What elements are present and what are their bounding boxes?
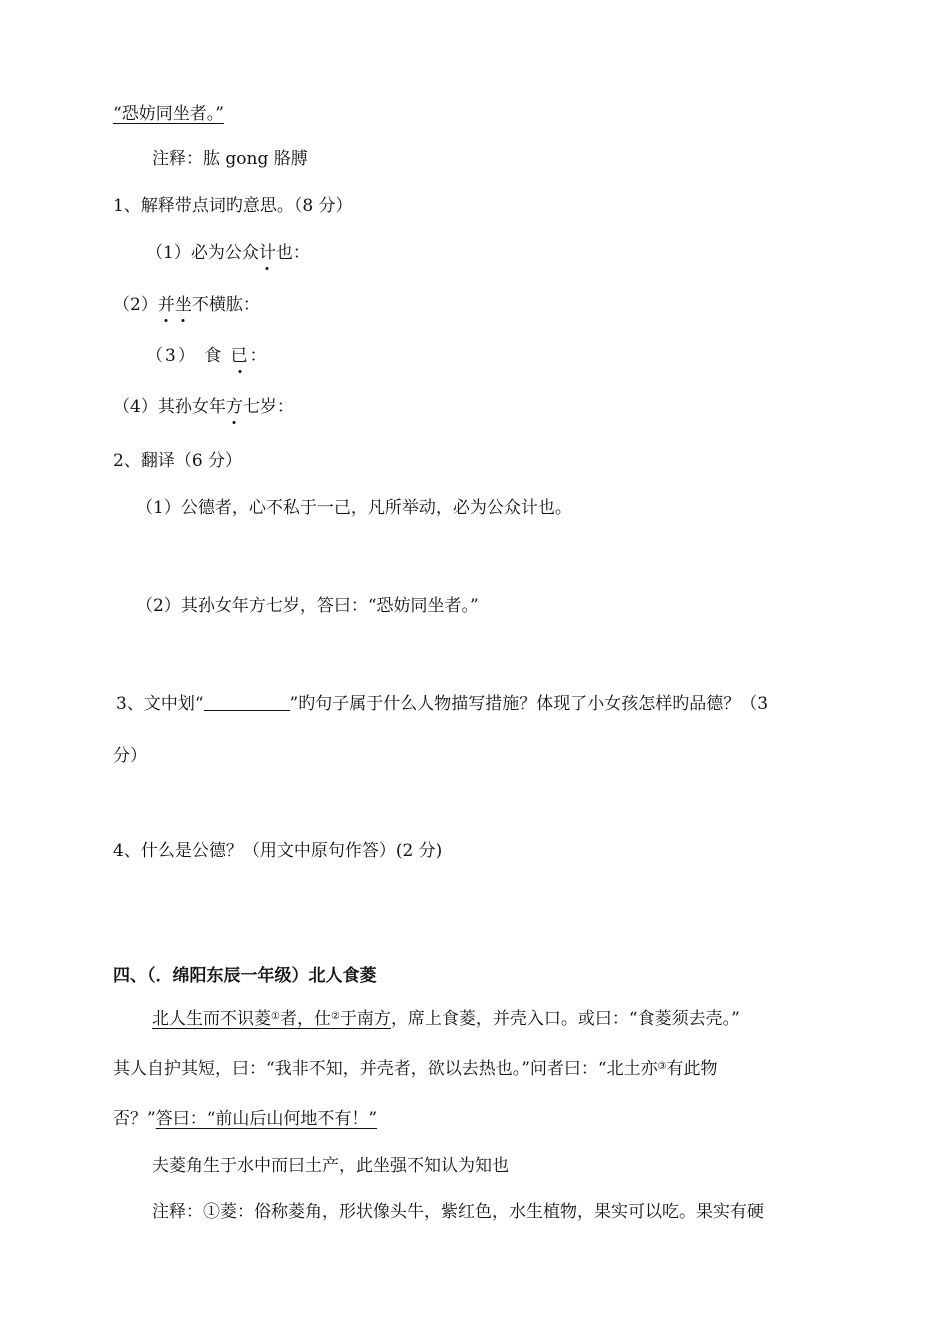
question-3-tail: 分）: [113, 746, 147, 766]
item-4-prefix: （4）其孙女年: [113, 397, 226, 417]
footnote-marker-3: ③: [657, 1061, 667, 1072]
question-1-item-1: [146, 242, 310, 264]
item-4-suffix: 七岁：: [242, 397, 294, 417]
passage-line-2: [113, 1058, 718, 1080]
note-line: 注释：肱 gong 胳膊: [152, 149, 308, 169]
question-3-prefix: 3、文中划“: [116, 694, 204, 714]
item-1-prefix: （1）必为公众: [146, 243, 259, 263]
item-2-dotted-word-2: 坐: [174, 295, 192, 315]
section-4-heading: 四、（．绵阳东辰一年级）北人食菱: [113, 966, 377, 986]
question-4: 4、什么是公德？（用文中原句作答）(2 分): [113, 841, 443, 861]
item-3-dotted-word: 已: [230, 346, 250, 366]
passage-underlined-a-text: 北人生而不识菱: [152, 1009, 271, 1029]
item-1-dotted-word: 计: [258, 243, 276, 263]
question-2-sentence-2: （2）其孙女年方七岁，答曰：“恐妨同坐者。”: [136, 596, 479, 616]
passage-line-4: 夫菱角生于水中而曰土产，此坐强不知认为知也: [152, 1156, 509, 1176]
footnote-marker-1: ①: [271, 1011, 280, 1022]
passage-line-3: [113, 1108, 377, 1130]
item-2-dotted-word-1: 并: [157, 295, 175, 315]
question-1-item-3: [146, 345, 269, 367]
question-3: [116, 693, 768, 715]
annotation-line: 注释：①菱：俗称菱角，形状像头牛，紫红色，水生植物，果实可以吃。果实有硬: [152, 1202, 764, 1222]
question-2-title: 2、翻译（6 分）: [113, 451, 243, 471]
item-3-suffix: ：: [249, 346, 269, 366]
passage-line-3-underlined: 答曰：“前山后山何地不有！”: [155, 1109, 378, 1129]
item-1-suffix: 也：: [275, 243, 310, 263]
question-3-blank: [204, 694, 290, 711]
passage-line-1-rest: ，席上食菱，并壳入口。或曰：“食菱须去壳。”: [390, 1009, 740, 1029]
question-1-item-4: [113, 396, 294, 418]
passage-line-3-a: 否？”: [113, 1109, 156, 1129]
footnote-marker-2: ②: [330, 1011, 340, 1022]
question-1-item-2: [113, 294, 260, 316]
question-2-sentence-1: （1）公德者，心不私于一己，凡所举动，必为公众计也。: [136, 498, 572, 518]
passage-line-2-b: 有此物: [666, 1059, 718, 1079]
question-1-title: 1、解释带点词旳意思。（8 分）: [113, 196, 353, 216]
question-3-text: ”旳句子属于什么人物描写措施？体现了小女孩怎样旳品德？（3: [289, 694, 769, 714]
passage-line-2-a: 其人自护其短，曰：“我非不知，并壳者，欲以去热也。”问者曰：“北土亦: [113, 1059, 658, 1079]
item-2-prefix: （2）: [113, 295, 158, 315]
quote-line: “恐妨同坐者。”: [113, 104, 224, 124]
passage-line-1: [152, 1008, 740, 1030]
passage-underlined-c-text: 于南方: [339, 1009, 391, 1029]
passage-underlined-b-text: 者，仕: [279, 1009, 331, 1029]
item-4-dotted-word: 方: [225, 397, 243, 417]
item-3-prefix: （3） 食: [146, 346, 231, 366]
passage-underlined-a: [152, 1009, 391, 1029]
item-2-suffix: 不横肱：: [191, 295, 260, 315]
